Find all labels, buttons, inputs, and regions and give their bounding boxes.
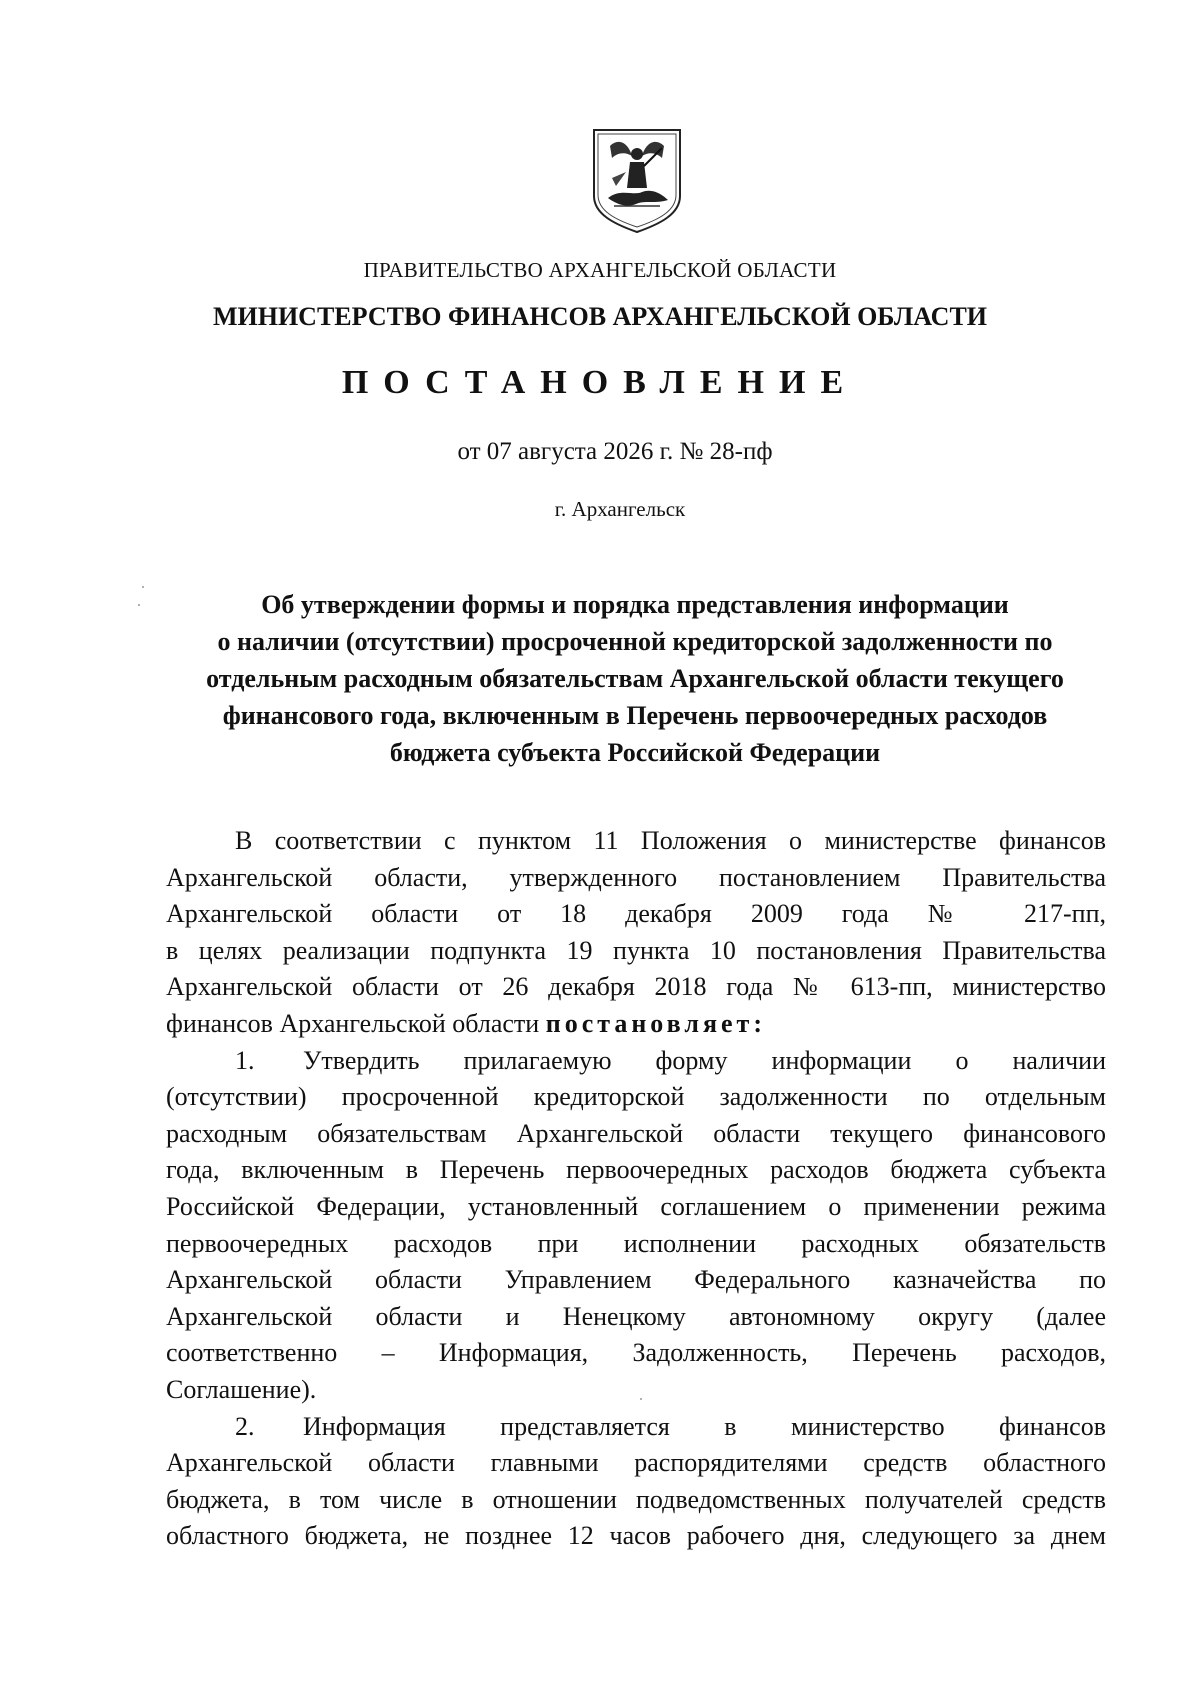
ministry-name: МИНИСТЕРСТВО ФИНАНСОВ АРХАНГЕЛЬСКОЙ ОБЛАСТИ: [212, 302, 988, 331]
title-line: о наличии (отсутствии) просроченной кредиторской задолженности по: [217, 627, 1053, 656]
body-line-decree: [166, 1006, 1106, 1043]
body-line: Архангельской области от 18 декабря 2009 года № 217-пп,: [166, 899, 1106, 929]
paragraph-2-line: [166, 1409, 1106, 1446]
body-line: года, включенным в Перечень первоочередных расходов бюджета субъекта: [166, 1155, 1106, 1185]
body-line: расходным обязательствам Архангельской области текущего финансового: [166, 1118, 1106, 1148]
paragraph-1-line: [166, 1043, 1106, 1080]
body-line: Архангельской области, утвержденного постановлением Правительства: [166, 862, 1106, 892]
paragraph-2-text: Информация представляется в министерство финансов: [303, 1411, 1106, 1441]
body-line: Архангельской области от 26 декабря 2018 года № 613-пп, министерство: [166, 972, 1106, 1002]
scan-speck: [640, 1398, 642, 1400]
body-line: Соглашение).: [166, 1374, 317, 1404]
body-line: первоочередных расходов при исполнении расходных обязательств: [166, 1228, 1106, 1258]
document-city: г. Архангельск: [554, 497, 686, 521]
scan-speck: [142, 586, 144, 588]
body-line: областного бюджета, не позднее 12 часов рабочего дня, следующего за днем: [166, 1521, 1106, 1551]
document-title: [160, 586, 1110, 771]
body-line: (отсутствии) просроченной кредиторской задолженности по отдельным: [166, 1082, 1106, 1112]
body-line: в целях реализации подпункта 19 пункта 10 постановления Правительства: [166, 935, 1106, 965]
body-line: В соответствии с пунктом 11 Положения о министерстве финансов: [235, 826, 1106, 855]
scan-speck: [138, 604, 140, 606]
body-line: соответственно – Информация, Задолженность, Перечень расходов,: [166, 1338, 1106, 1368]
body-line: бюджета, в том числе в отношении подведомственных получателей средств: [166, 1484, 1106, 1514]
paragraph-number: 1.: [235, 1045, 255, 1075]
body-line: Архангельской области и Ненецкому автономному округу (далее: [166, 1301, 1106, 1331]
paragraph-number: 2.: [235, 1411, 255, 1441]
document-body: [166, 823, 1106, 1555]
decree-word: постановляет: [545, 1008, 754, 1038]
coat-of-arms-icon: [590, 126, 684, 234]
body-line: Архангельской области Управлением Федерального казначейства по: [166, 1265, 1106, 1295]
document-type: ПОСТАНОВЛЕНИЕ: [341, 364, 859, 401]
body-text: финансов Архангельской области: [166, 1008, 540, 1038]
paragraph-1-text: Утвердить прилагаемую форму информации о наличии: [303, 1045, 1106, 1075]
document-date-number: от 07 августа 2026 г. № 28-пф: [457, 438, 773, 465]
title-line: бюджета субъекта Российской Федерации: [389, 738, 881, 767]
title-line: Об утверждении формы и порядка представления информации: [261, 590, 1009, 619]
title-line: отдельным расходным обязательствам Архангельской области текущего: [206, 664, 1064, 693]
body-line: Российской Федерации, установленный соглашением о применении режима: [166, 1191, 1106, 1221]
title-line: финансового года, включенным в Перечень первоочередных расходов: [222, 701, 1048, 730]
body-line: Архангельской области главными распорядителями средств областного: [166, 1448, 1106, 1478]
government-name: ПРАВИТЕЛЬСТВО АРХАНГЕЛЬСКОЙ ОБЛАСТИ: [363, 258, 837, 282]
decree-colon: :: [753, 1008, 766, 1038]
